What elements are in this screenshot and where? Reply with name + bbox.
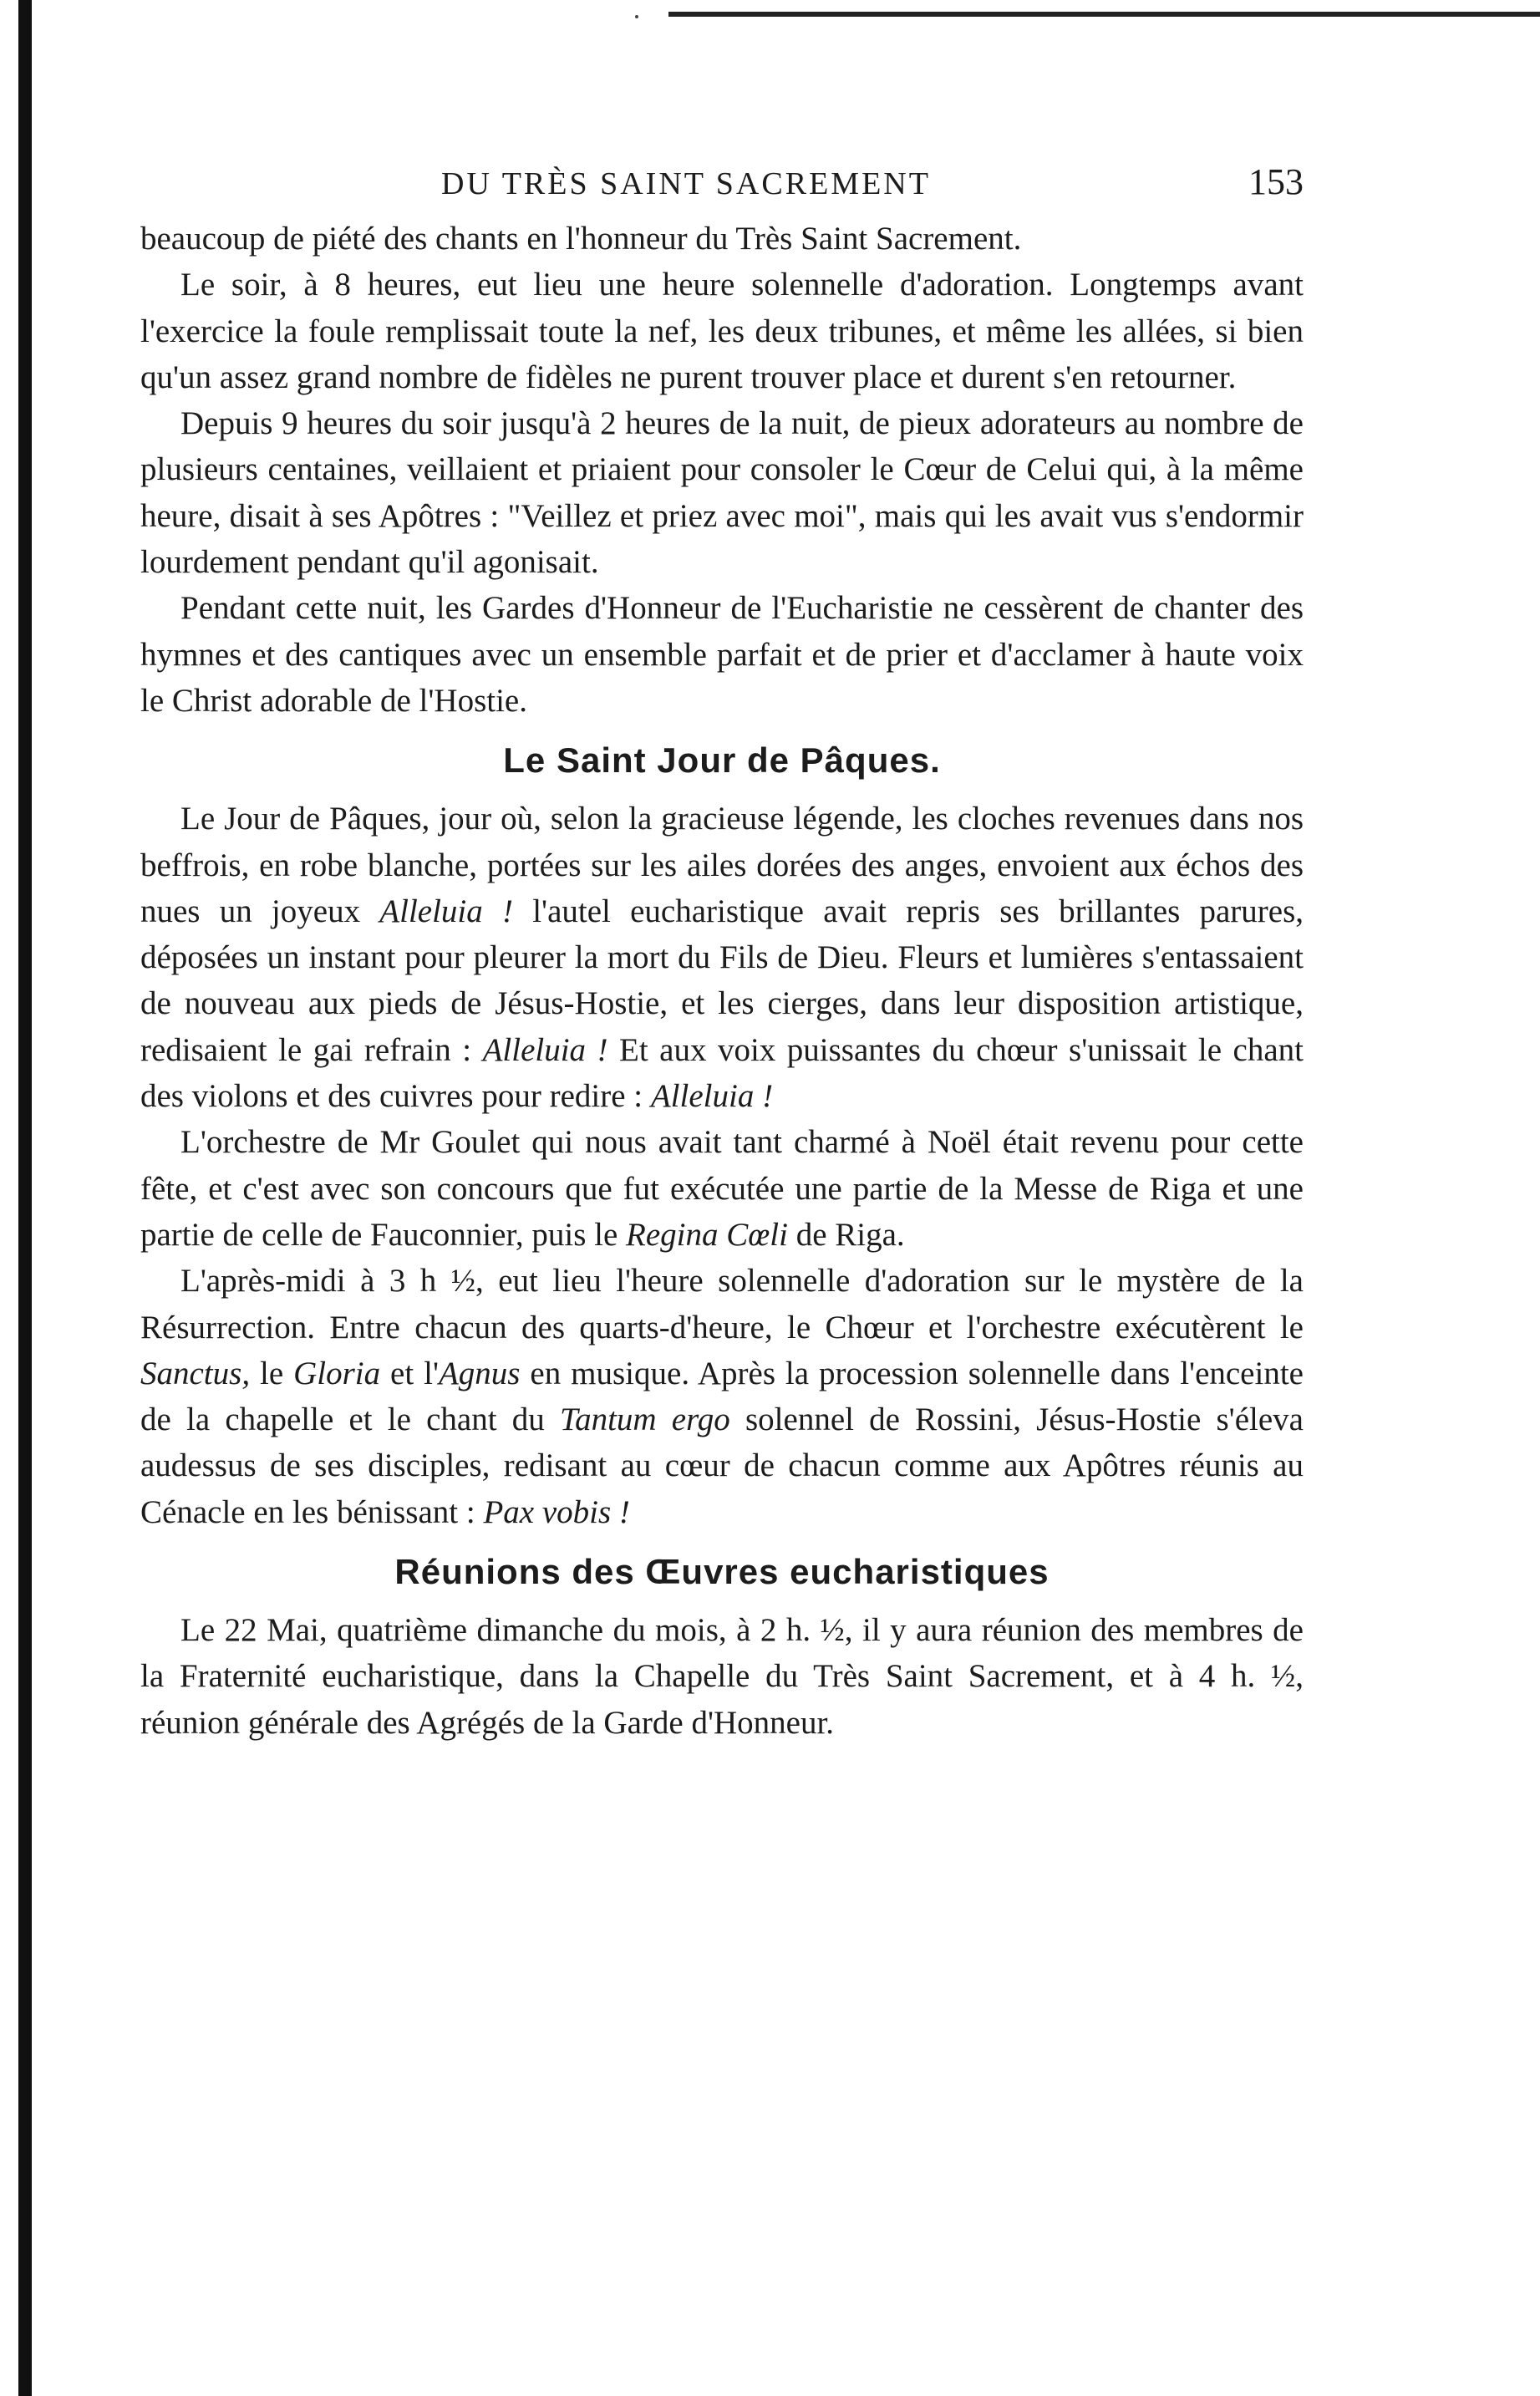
- running-head: [140, 159, 1304, 209]
- paragraph-text: L'orchestre de Mr Goulet qui nous avait tant charmé à Noël était revenu pour cette fête, et c'est avec son concours que fut exécutée une partie de la Messe de Riga et une partie de celle de Fauconnier, puis le: [140, 1124, 1304, 1253]
- section-heading-reunions: Réunions des Œuvres eucharistiques: [394, 1552, 1050, 1592]
- paragraph-text: Le 22 Mai, quatrième dimanche du mois, à 2 h. ½, il y aura réunion des membres de la Fraternité eucharistique, dans la Chapelle du Très Saint Sacrement, et à 4 h. ½, réunion générale des Agrégés de la Garde d'Honneur.: [140, 1612, 1304, 1741]
- book-page: [140, 159, 1304, 1746]
- paragraph-6: [140, 1119, 1304, 1258]
- paragraph-text: solennel de Rossini, Jésus-Hostie s'éleva audessus de ses disciples, redisant au cœur de chacun comme aux Apôtres réunis au Cénacle en les bénissant :: [140, 1401, 1304, 1530]
- italic-text: Alleluia !: [482, 1031, 608, 1068]
- italic-text: Agnus: [438, 1355, 521, 1391]
- italic-text: Alleluia !: [379, 893, 513, 929]
- scan-speck: [635, 15, 638, 18]
- paragraph-text: en musique. Après la procession solennelle dans l'enceinte de la chapelle et le chant du: [140, 1355, 1304, 1438]
- paragraph-1: [140, 216, 1304, 262]
- paragraph-text: Le soir, à 8 heures, eut lieu une heure solennelle d'adoration. Longtemps avant l'exercice la foule remplissait toute la nef, les deux tribunes, et même les allées, si bien qu'un assez grand nombre de fidèles ne purent trouver place et durent s'en retourner.: [140, 267, 1304, 395]
- italic-text: Pax vobis !: [483, 1493, 630, 1530]
- paragraph-text: de Riga.: [787, 1216, 905, 1253]
- paragraph-2: [140, 262, 1304, 400]
- italic-text: Sanctus,: [140, 1355, 251, 1391]
- paragraph-5: [140, 796, 1304, 1119]
- binding-edge: [18, 0, 32, 2396]
- running-title: DU TRÈS SAINT SACREMENT: [441, 166, 931, 201]
- italic-text: Gloria: [293, 1355, 381, 1391]
- italic-text: Tantum ergo: [559, 1401, 730, 1438]
- top-rule: [668, 12, 1540, 17]
- paragraph-text: et l': [380, 1355, 439, 1391]
- italic-text: Alleluia !: [650, 1078, 774, 1115]
- paragraph-8: [140, 1607, 1304, 1746]
- paragraph-text: Pendant cette nuit, les Gardes d'Honneur de l'Eucharistie ne cessèrent de chanter des hymnes et des cantiques avec un ensemble parfait et de prier et d'acclamer à haute voix le Christ adorable de l'Hostie.: [140, 590, 1304, 719]
- paragraph-text: L'après-midi à 3 h ½, eut lieu l'heure solennelle d'adoration sur le mystère de la Résurrection. Entre chacun des quarts-d'heure, le Chœur et l'orchestre exécutèrent le: [140, 1263, 1304, 1346]
- paragraph-text: l'autel eucharistique avait repris ses brillantes parures, déposées un instant pour pleurer la mort du Fils de Dieu. Fleurs et lumières s'entassaient de nouveau aux pieds de Jésus-Hostie, et les cierges, dans leur disposition artistique, redisaient le gai refrain :: [140, 893, 1304, 1068]
- paragraph-7: [140, 1258, 1304, 1535]
- section-heading-paques: Le Saint Jour de Pâques.: [503, 740, 941, 781]
- paragraph-4: [140, 585, 1304, 724]
- paragraph-3: [140, 400, 1304, 585]
- page-number: 153: [1248, 161, 1304, 202]
- paragraph-text: beaucoup de piété des chants en l'honneur du Très Saint Sacrement.: [140, 221, 1022, 257]
- paragraph-text: Et aux voix puissantes du chœur s'unissait le chant des violons et des cuivres pour redire :: [140, 1031, 1304, 1115]
- italic-text: Regina Cœli: [626, 1216, 788, 1253]
- paragraph-text: Depuis 9 heures du soir jusqu'à 2 heures de la nuit, de pieux adorateurs au nombre de plusieurs centaines, veillaient et priaient pour consoler le Cœur de Celui qui, à la même heure, disait à ses Apôtres : "Veillez et priez avec moi", mais qui les avait vus s'endormir lourdement pendant qu'il agonisait.: [140, 405, 1304, 581]
- paragraph-text: le: [250, 1355, 294, 1391]
- paragraph-text: Le Jour de Pâques, jour où, selon la gracieuse légende, les cloches revenues dans nos beffrois, en robe blanche, portées sur les ailes dorées des anges, envoient aux échos des nues un joyeux: [140, 801, 1304, 929]
